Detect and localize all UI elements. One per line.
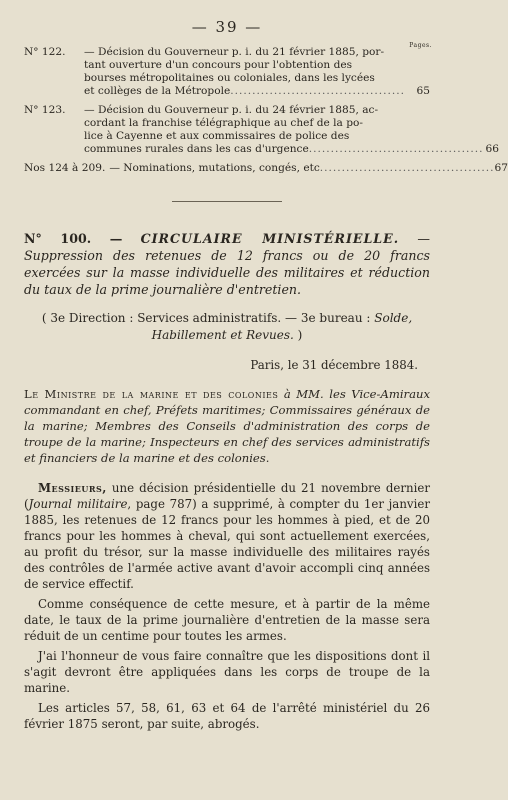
circular-subject: — Suppression des retenues de 12 francs ou de 20 francs exercées sur la masse individuelle des militaires et réduction du taux de la prime journalière d'entretien. — [24, 231, 430, 297]
address-lead: Le Ministre de la marine et des colonies — [24, 387, 279, 401]
toc-entry-line: cordant la franchise télégraphique au chef de la po- — [84, 117, 363, 129]
paragraph: J'ai l'honneur de vous faire connaître que les dispositions dont il s'agit devront être appliquées dans les corps de troupe de la marine. — [24, 649, 430, 695]
circular-title: CIRCULAIRE MINISTÉRIELLE. — [140, 231, 400, 246]
leader-dots: ........................................ — [308, 143, 484, 155]
toc-page-number: 66 — [485, 143, 499, 155]
toc-entry — [24, 46, 430, 98]
toc-entry-line: bourses métropolitaines ou coloniales, dans les lycées — [84, 72, 375, 84]
table-of-contents — [24, 46, 508, 175]
toc-page-number: 65 — [416, 85, 430, 97]
toc-entry-line: — Décision du Gouverneur p. i. du 24 février 1885, ac- — [84, 104, 379, 116]
circular-number: N° 100. — — [24, 231, 123, 246]
toc-entry — [24, 104, 499, 156]
direction-italic: Solde, — [374, 311, 413, 325]
dateline: Paris, le 31 décembre 1884. — [250, 358, 418, 372]
direction-italic: Habillement et Revues. — [151, 328, 294, 342]
pages-column-label: Pages. — [409, 42, 432, 49]
direction-line: ( 3e Direction : Services administratifs. — 3e bureau : Solde, Habillement et Revues. ) — [41, 311, 413, 342]
toc-entry-number: N° 123. — [24, 104, 66, 116]
toc-entry-line: et collèges de la Métropole — [84, 85, 231, 97]
toc-entry — [24, 162, 508, 175]
salutation: Messieurs, — [38, 481, 107, 495]
paragraph: Comme conséquence de cette mesure, et à partir de la même date, le taux de la prime journalière d'entretien de la masse sera réduit de un centime pour toutes les armes. — [24, 597, 430, 643]
toc-entry-line: tant ouverture d'un concours pour l'obtention des — [84, 59, 353, 71]
toc-entry-line: — Décision du Gouverneur p. i. du 21 février 1885, por- — [84, 46, 385, 58]
paragraph: Messieurs, une décision présidentielle du 21 novembre dernier (Journal militaire, page 787) a supprimé, à compter du 1er janvier 1885, les retenues de 12 francs pour les hommes à pied, et de 20 francs pour les hommes à cheval, qui sont actuellement exercées, au profit du trésor, sur la masse individuelle des militaires rayés des contrôles de l'armée active avant d'avoir accompli cinq années de service effectif. — [24, 481, 430, 591]
address-recipients: à MM. les Vice-Amiraux commandant en chef, Préfets maritimes; Commissaires généraux de la marine; Membres des Conseils d'administration des corps de troupe de la marine; Inspecteurs en chef des services administratifs et financiers de la marine et des colonies. — [24, 387, 430, 465]
leader-dots: ........................................ — [319, 162, 495, 174]
direction-main: ( 3e Direction : Services administratifs. — 3e bureau : — [41, 311, 371, 325]
leader-dots: ........................................ — [230, 85, 405, 97]
page-number: — 39 — — [191, 18, 263, 36]
toc-page-number: 67 — [494, 162, 508, 174]
toc-entry-number: Nos 124 à 209. — [24, 162, 106, 174]
section-divider — [172, 201, 282, 202]
toc-entry-line: — Nominations, mutations, congés, etc — [109, 162, 320, 174]
paragraph: Les articles 57, 58, 61, 63 et 64 de l'arrêté ministériel du 26 février 1875 seront, par suite, abrogés. — [24, 701, 430, 731]
address-block — [24, 386, 430, 466]
toc-entry-number: N° 122. — [24, 46, 66, 58]
circular-heading — [24, 230, 430, 298]
toc-entry-line: communes rurales dans les cas d'urgence — [84, 143, 309, 155]
letter-body — [24, 480, 430, 732]
publication-title: Journal militaire — [28, 497, 128, 511]
toc-entry-line: lice à Cayenne et aux commissaires de police des — [84, 130, 350, 142]
